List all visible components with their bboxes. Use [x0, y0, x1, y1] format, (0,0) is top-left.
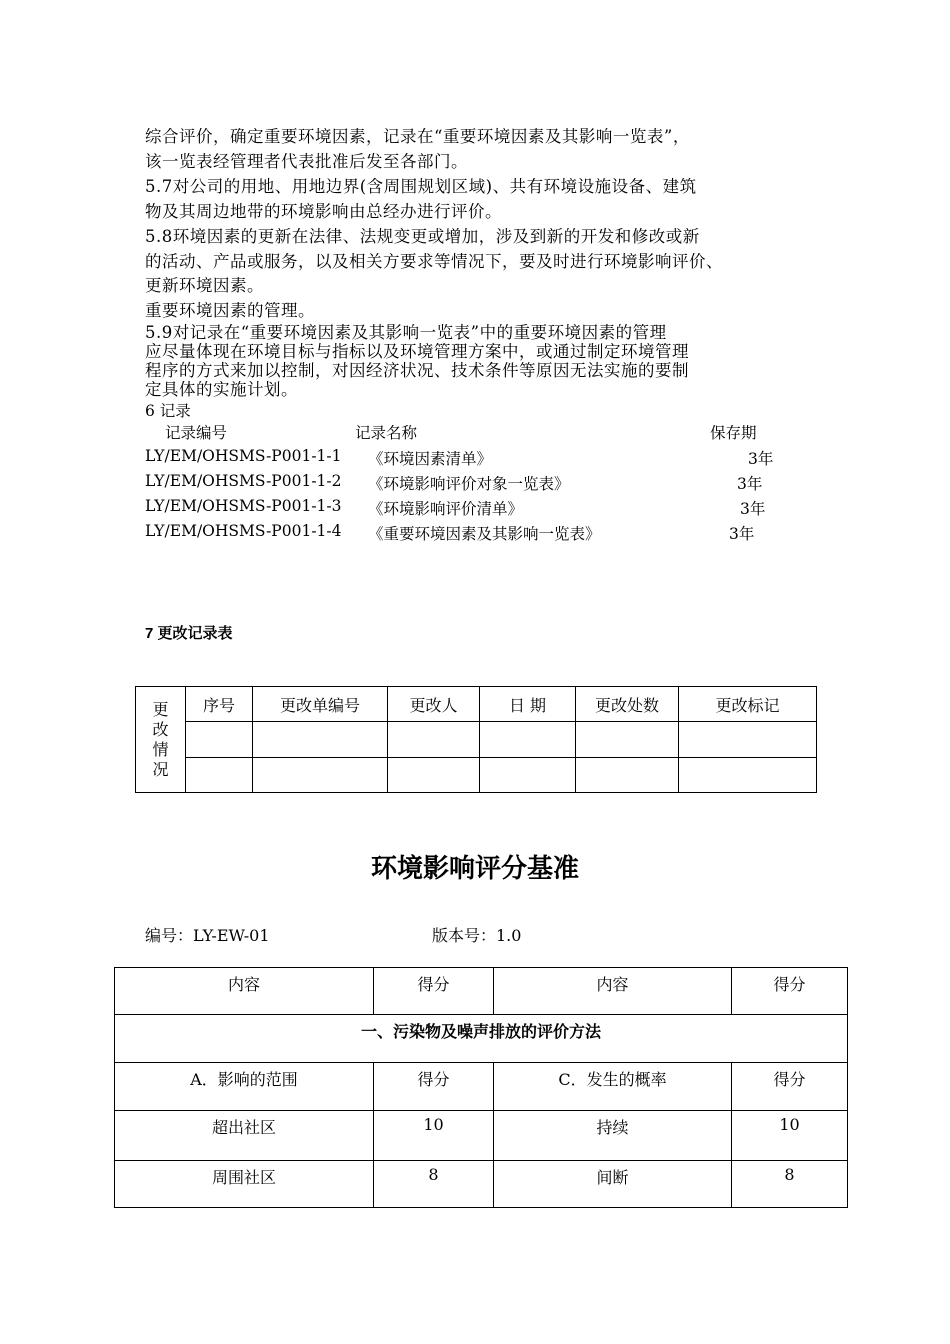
side-char: 况 [152, 759, 169, 779]
paragraph-line: 重要环境因素的管理。 [145, 301, 315, 320]
record-name: 《环境影响评价清单》 [368, 500, 524, 518]
change-log-table [135, 686, 817, 793]
header-cell: 内容 [115, 968, 374, 1015]
table-row [136, 722, 817, 758]
empty-cell [388, 758, 480, 793]
record-name: 《环境影响评价对象一览表》 [368, 475, 570, 493]
scoring-table [114, 967, 848, 1208]
header-cell: 序号 [186, 687, 253, 722]
paragraph-line: 该一览表经管理者代表批准后发至各部门。 [145, 152, 468, 171]
table-cell: 周围社区 [115, 1161, 374, 1208]
header-cell: 日 期 [480, 687, 576, 722]
table-cell: 8 [374, 1161, 494, 1208]
sub-header-cell: C．发生的概率 [494, 1063, 732, 1111]
record-code: LY/EM/OHSMS-P001-1-3 [145, 497, 342, 515]
records-col-code: 记录编号 [165, 424, 228, 442]
paragraph-line: 应尽量体现在环境目标与指标以及环境管理方案中，或通过制定环境管理 [145, 342, 689, 361]
header-cell: 更改单编号 [253, 687, 388, 722]
header-cell: 更改标记 [679, 687, 817, 722]
record-code: LY/EM/OHSMS-P001-1-1 [145, 447, 342, 465]
empty-cell [576, 758, 679, 793]
header-cell: 得分 [732, 968, 848, 1015]
header-cell: 更改处数 [576, 687, 679, 722]
empty-cell [253, 722, 388, 758]
record-code: LY/EM/OHSMS-P001-1-2 [145, 472, 342, 490]
paragraph-line: 5.7对公司的用地、用地边界(含周围规划区域)、共有环境设施设备、建筑 [145, 177, 697, 196]
record-period: 3年 [748, 450, 774, 468]
empty-cell [186, 722, 253, 758]
empty-cell [679, 758, 817, 793]
record-code: LY/EM/OHSMS-P001-1-4 [145, 522, 342, 540]
table-cell: 间断 [494, 1161, 732, 1208]
record-name: 《环境因素清单》 [368, 450, 493, 468]
records-heading: 6 记录 [145, 402, 191, 420]
table-cell: 10 [732, 1111, 848, 1161]
record-period: 3年 [729, 525, 755, 543]
header-cell: 得分 [374, 968, 494, 1015]
header-cell: 更改人 [388, 687, 480, 722]
side-char: 更 [152, 699, 169, 719]
empty-cell [480, 758, 576, 793]
empty-cell [388, 722, 480, 758]
paragraph-line: 程序的方式来加以控制，对因经济状况、技术条件等原因无法实施的要制 [145, 361, 689, 380]
empty-cell [186, 758, 253, 793]
paragraph-line: 更新环境因素。 [145, 276, 264, 295]
header-cell: 内容 [494, 968, 732, 1015]
sub-header-cell: 得分 [374, 1063, 494, 1111]
paragraph-line: 的活动、产品或服务，以及相关方要求等情况下，要及时进行环境影响评价、 [145, 252, 723, 271]
side-char: 改 [152, 719, 169, 739]
records-col-name: 记录名称 [355, 424, 418, 442]
table-row [136, 758, 817, 793]
table-row [115, 1015, 848, 1063]
sub-header-cell: 得分 [732, 1063, 848, 1111]
empty-cell [480, 722, 576, 758]
table-cell: 10 [374, 1111, 494, 1161]
paragraph-line: 5.8环境因素的更新在法律、法规变更或增加，涉及到新的开发和修改或新 [145, 227, 700, 246]
doc-version: 版本号：1.0 [432, 926, 522, 945]
record-period: 3年 [737, 475, 763, 493]
sub-header-cell: A．影响的范围 [115, 1063, 374, 1111]
table-row [115, 1063, 848, 1111]
page-title: 环境影响评分基准 [370, 854, 579, 883]
table-row [115, 1111, 848, 1161]
records-col-period: 保存期 [710, 424, 757, 442]
record-period: 3年 [740, 500, 766, 518]
paragraph-line: 物及其周边地带的环境影响由总经办进行评价。 [145, 202, 502, 221]
paragraph-line: 综合评价，确定重要环境因素，记录在“重要环境因素及其影响一览表”， [145, 127, 690, 146]
table-cell: 持续 [494, 1111, 732, 1161]
empty-cell [576, 722, 679, 758]
change-log-heading: 7 更改记录表 [145, 625, 233, 642]
table-row [115, 1161, 848, 1208]
paragraph-line: 5.9对记录在“重要环境因素及其影响一览表”中的重要环境因素的管理 [145, 323, 667, 342]
empty-cell [253, 758, 388, 793]
paragraph-line: 定具体的实施计划。 [145, 380, 298, 399]
table-cell: 超出社区 [115, 1111, 374, 1161]
table-row [115, 968, 848, 1015]
change-side-label [136, 687, 186, 793]
doc-code: 编号：LY-EW-01 [145, 926, 270, 945]
empty-cell [679, 722, 817, 758]
table-cell: 8 [732, 1161, 848, 1208]
section-heading: 一、污染物及噪声排放的评价方法 [115, 1015, 848, 1063]
record-name: 《重要环境因素及其影响一览表》 [368, 525, 601, 543]
side-char: 情 [152, 739, 169, 759]
